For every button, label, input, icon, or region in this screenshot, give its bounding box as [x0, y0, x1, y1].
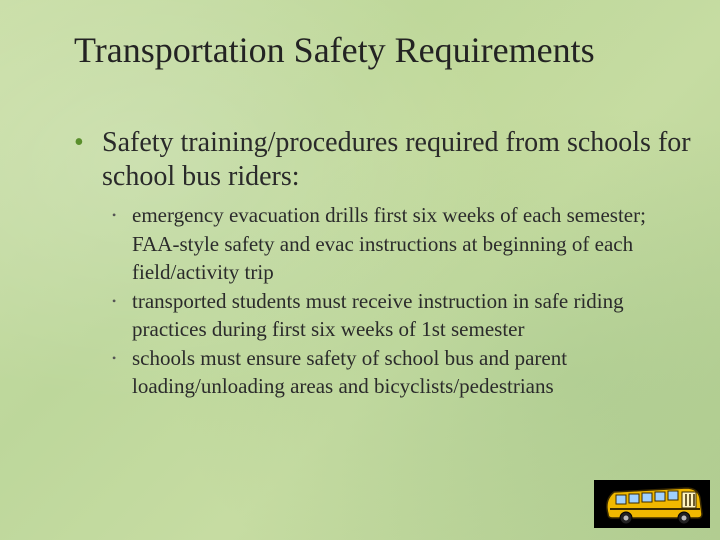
sub-bullet-icon: • — [112, 293, 117, 308]
sub-bullet-text: schools must ensure safety of school bus and parent loading/unloading areas and bicyclists/pedestrians — [132, 345, 568, 399]
sub-bullet-icon: • — [112, 350, 117, 365]
main-bullet-point — [74, 126, 694, 193]
sub-bullet-list — [74, 201, 694, 401]
sub-bullet-item — [74, 344, 694, 401]
sub-bullet-text: transported students must receive instruction in safe riding practices during first six weeks of 1st semester — [132, 288, 624, 342]
slide-title: Transportation Safety Requirements — [74, 30, 595, 70]
bullet-icon: • — [74, 127, 84, 158]
sub-bullet-icon: • — [112, 208, 117, 223]
slide-content — [74, 126, 694, 401]
school-bus-icon — [594, 480, 710, 528]
sub-bullet-item — [74, 201, 694, 287]
sub-bullet-text: emergency evacuation drills first six weeks of each semester; FAA-style safety and evac instructions at beginning of each field/activity trip — [132, 203, 646, 285]
sub-bullet-item — [74, 287, 694, 344]
main-bullet-text: Safety training/procedures required from schools for school bus riders: — [102, 127, 691, 192]
